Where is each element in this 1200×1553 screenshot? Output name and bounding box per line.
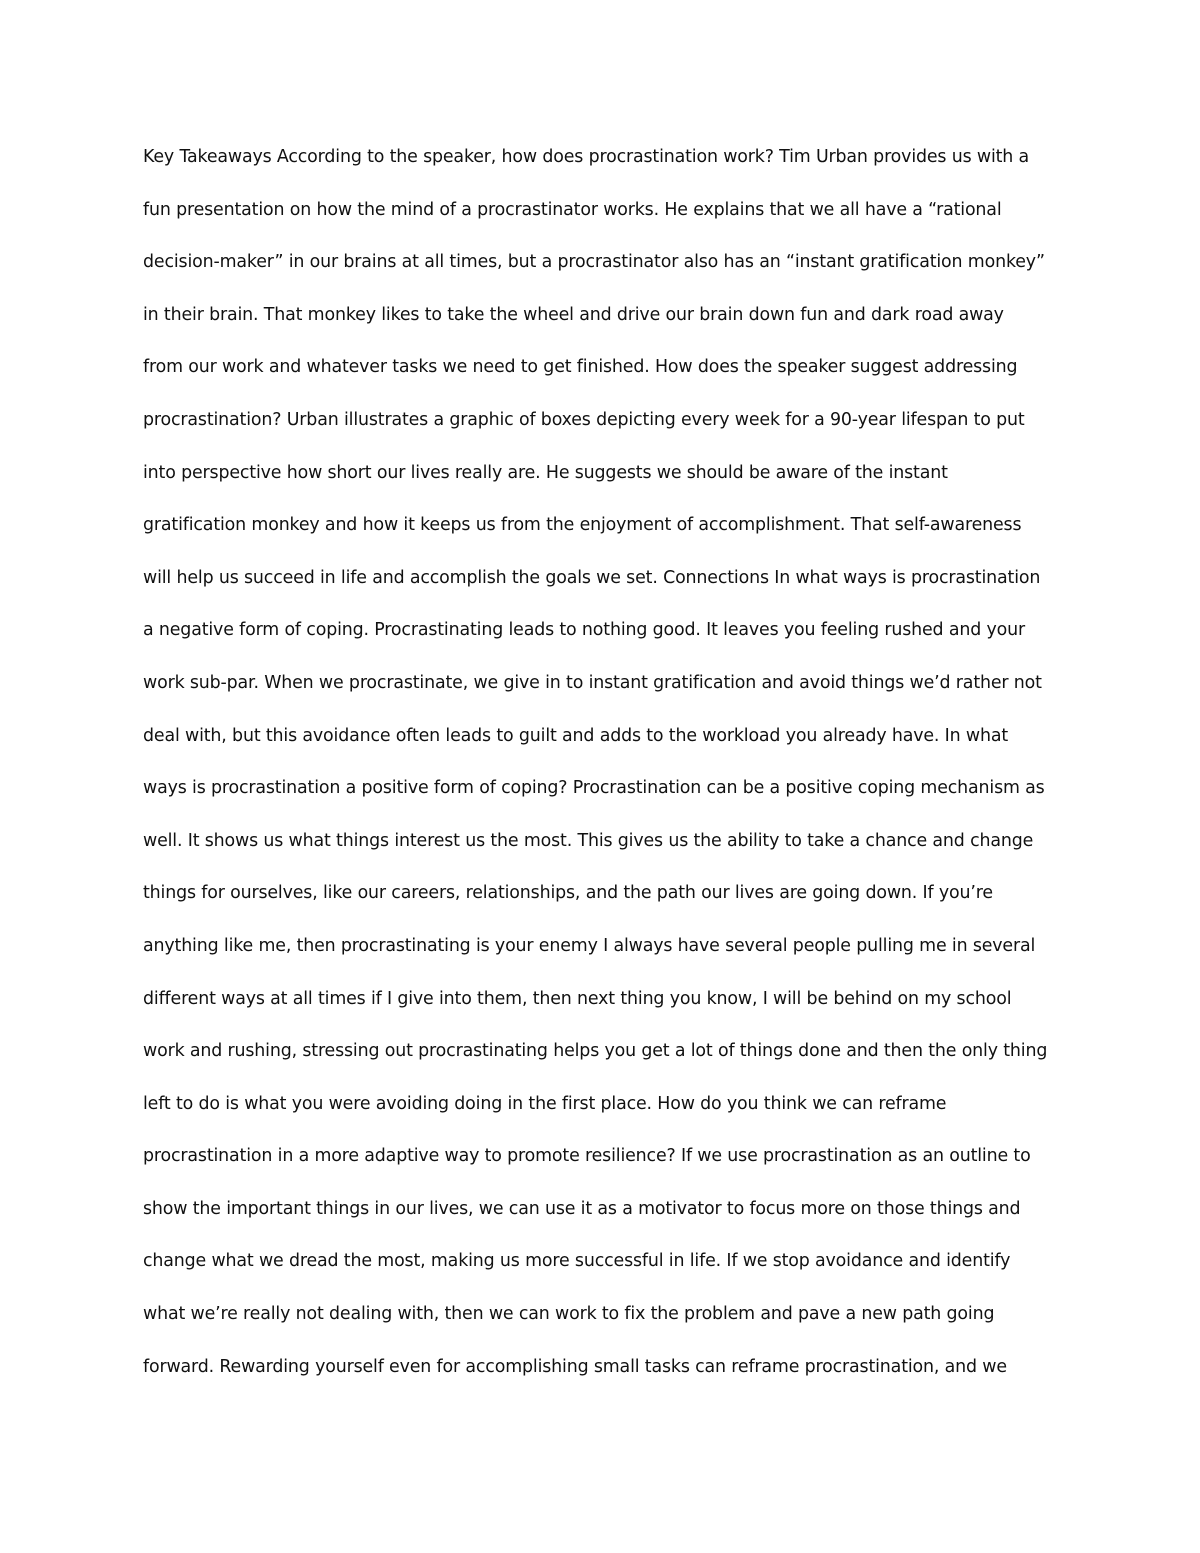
text-line-16: anything like me, then procrastinating is your enemy I always have several people pulling me in several [143,935,1036,956]
text-line-10: a negative form of coping. Procrastinating leads to nothing good. It leaves you feeling rushed and your [143,620,1025,641]
text-line-5: from our work and whatever tasks we need to get finished. How does the speaker suggest addressing [143,357,1018,378]
text-line-18: work and rushing, stressing out procrastinating helps you get a lot of things done and then the only thing [143,1041,1048,1062]
text-line-23: what we’re really not dealing with, then we can work to fix the problem and pave a new path going [143,1304,995,1325]
text-line-4: in their brain. That monkey likes to take the wheel and drive our brain down fun and dark road away [143,304,1004,325]
essay-body [143,131,1073,1393]
text-line-1: Key Takeaways According to the speaker, how does procrastination work? Tim Urban provides us with a [143,147,1030,167]
text-line-6: procrastination? Urban illustrates a graphic of boxes depicting every week for a 90-year lifespan to put [143,409,1025,430]
text-line-12: deal with, but this avoidance often leads to guilt and adds to the workload you already have. In what [143,725,1009,746]
text-line-15: things for ourselves, like our careers, relationships, and the path our lives are going down. If you’re [143,883,993,904]
text-line-14: well. It shows us what things interest us the most. This gives us the ability to take a chance and change [143,830,1034,851]
text-line-7: into perspective how short our lives really are. He suggests we should be aware of the instant [143,462,948,483]
text-line-8: gratification monkey and how it keeps us from the enjoyment of accomplishment. That self-awareness [143,515,1022,536]
text-line-9: will help us succeed in life and accomplish the goals we set. Connections In what ways is procrastination [143,567,1041,588]
text-line-22: change what we dread the most, making us more successful in life. If we stop avoidance and identify [143,1251,1011,1272]
text-line-19: left to do is what you were avoiding doing in the first place. How do you think we can reframe [143,1093,947,1114]
text-line-13: ways is procrastination a positive form of coping? Procrastination can be a positive coping mechanism as [143,778,1045,799]
text-line-24: forward. Rewarding yourself even for accomplishing small tasks can reframe procrastination, and we [143,1356,1007,1377]
text-line-21: show the important things in our lives, we can use it as a motivator to focus more on those things and [143,1198,1021,1219]
text-line-17: different ways at all times if I give into them, then next thing you know, I will be behind on my school [143,988,1012,1009]
text-line-2: fun presentation on how the mind of a procrastinator works. He explains that we all have a “rational [143,199,1002,220]
text-line-20: procrastination in a more adaptive way to promote resilience? If we use procrastination as an outline to [143,1146,1031,1167]
text-line-11: work sub-par. When we procrastinate, we give in to instant gratification and avoid things we’d rather not [143,672,1042,693]
text-line-3: decision-maker” in our brains at all times, but a procrastinator also has an “instant gratification monkey” [143,252,1045,273]
